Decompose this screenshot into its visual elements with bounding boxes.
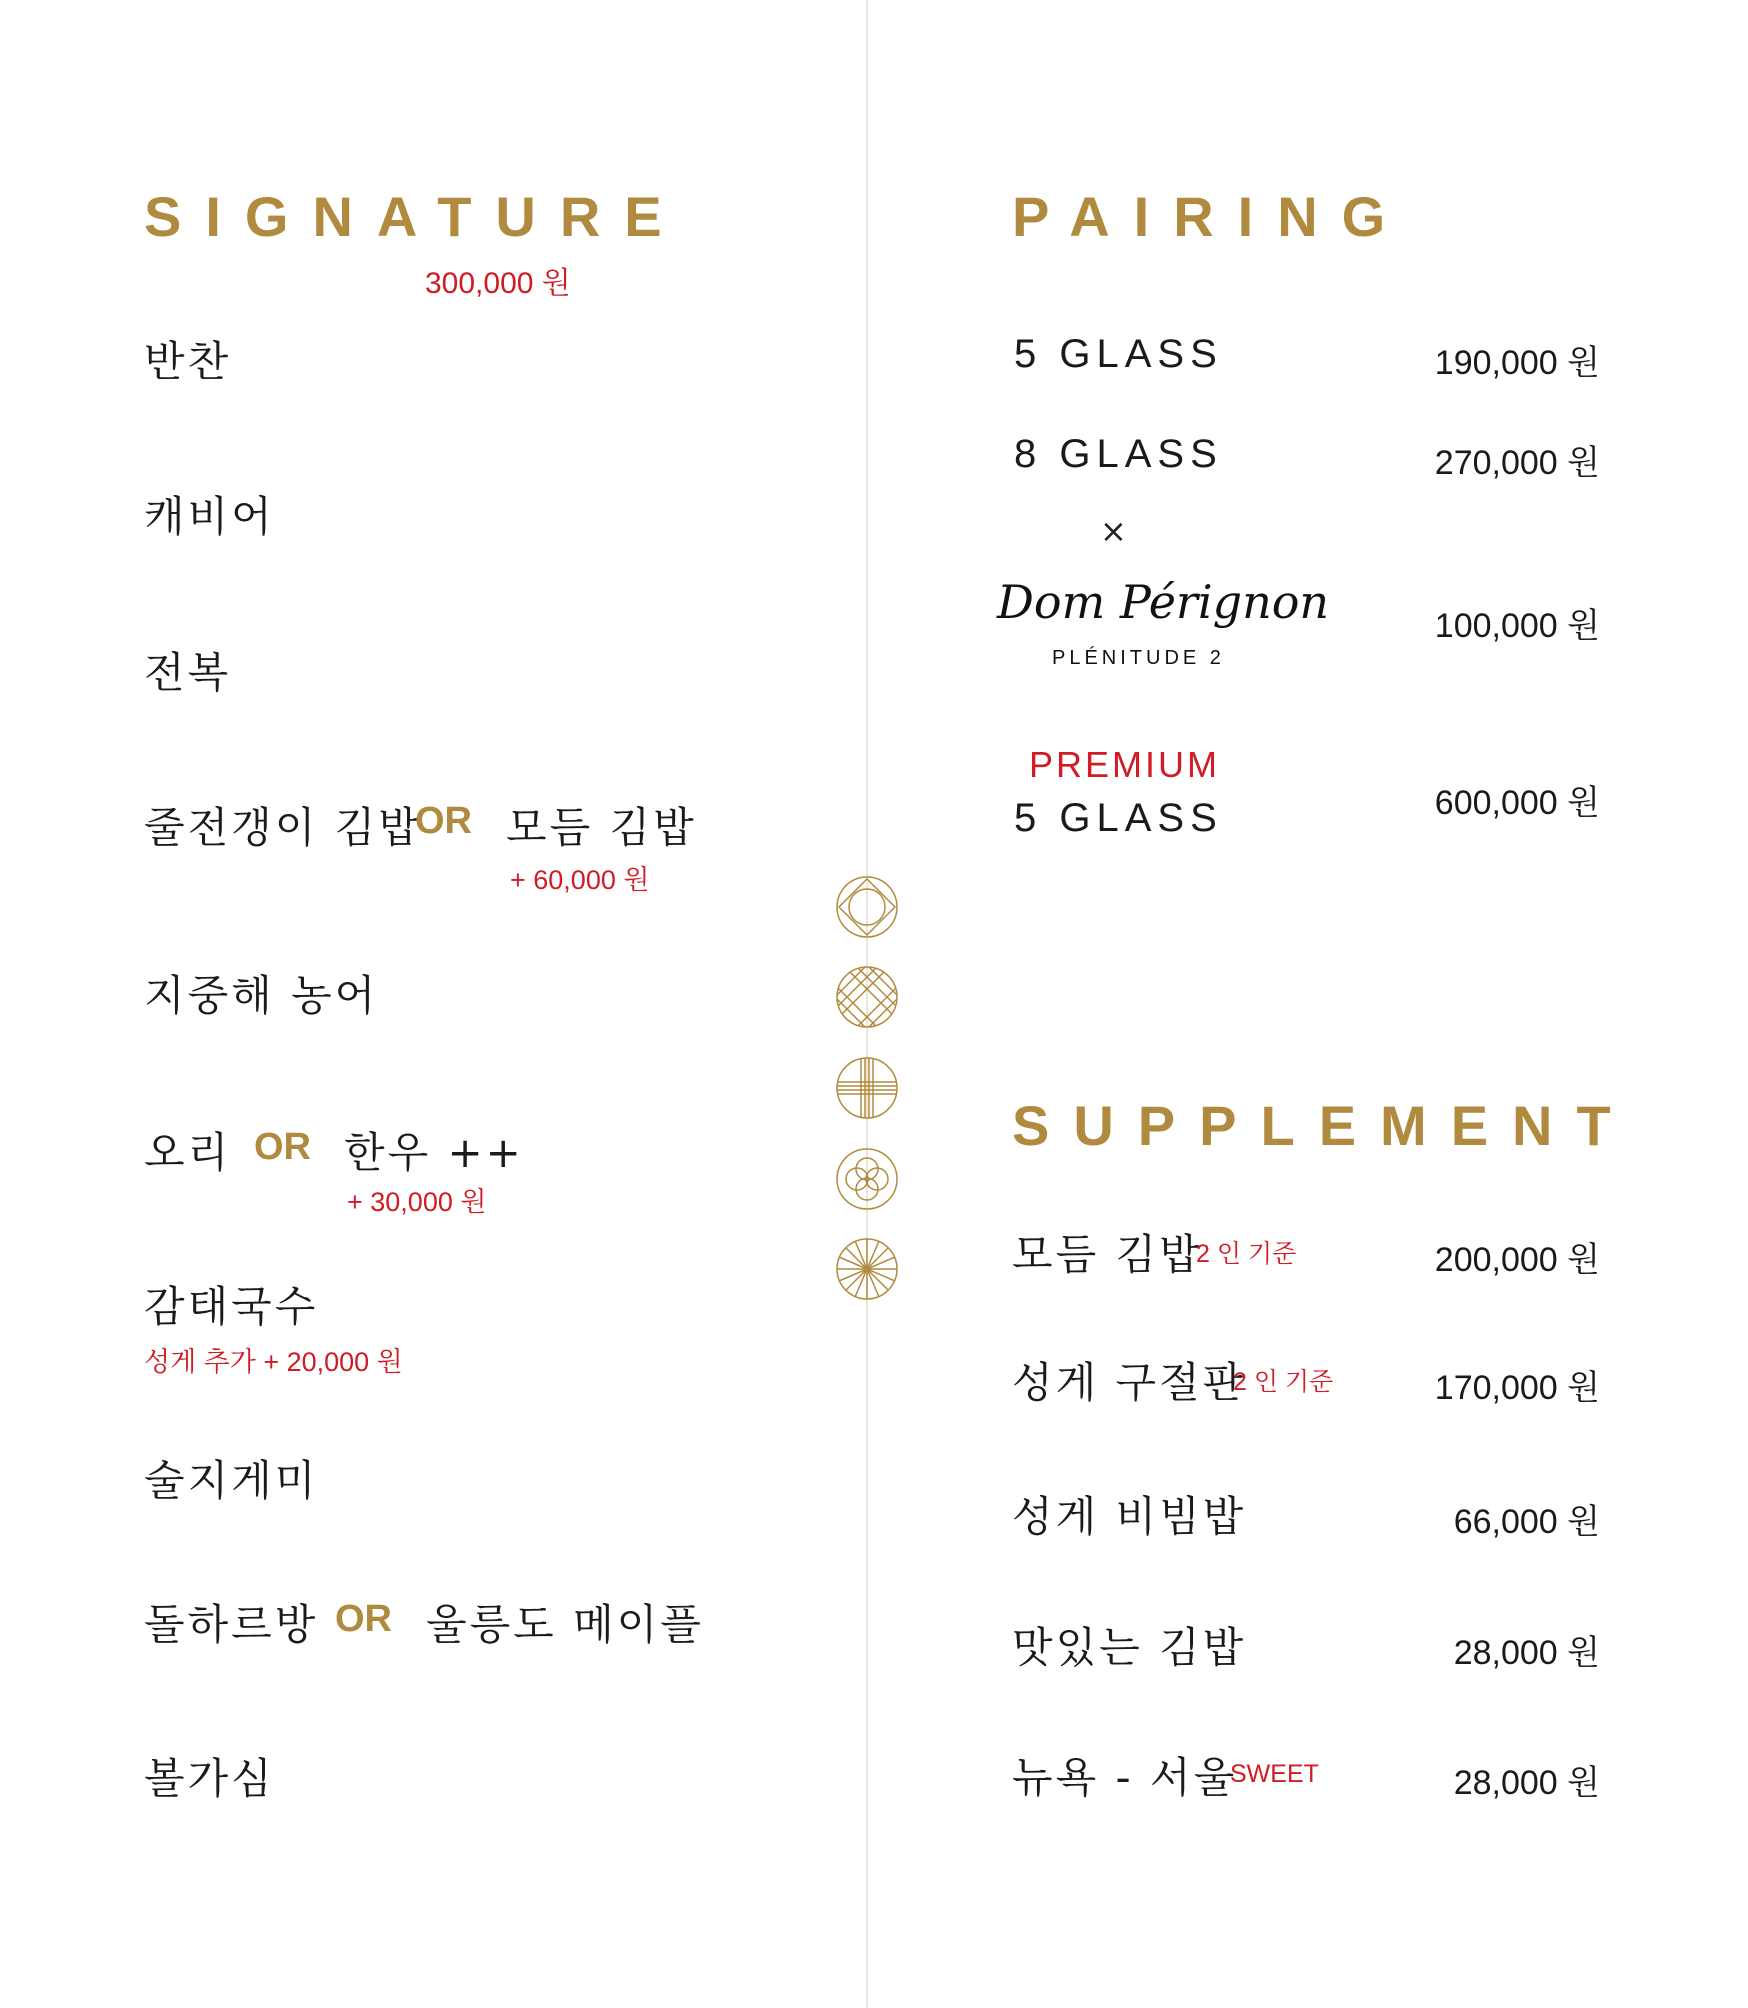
signature-price: 300,000 원 <box>425 267 571 300</box>
supplement-item-price: 170,000 원 <box>1434 1369 1600 1407</box>
or-label: OR <box>254 1126 311 1168</box>
supplement-item-price: 28,000 원 <box>1453 1764 1600 1802</box>
dom-perignon-subtitle: PLÉNITUDE 2 <box>1052 647 1225 669</box>
supplement-item-name: 맛있는 김밥 <box>1012 1623 1247 1672</box>
or-label: OR <box>335 1598 392 1640</box>
supplement-item-name: 뉴욕 - 서울 <box>1012 1753 1238 1802</box>
menu-item-gimbap-a: 줄전갱이 김밥 <box>144 803 422 852</box>
supplement-item-name: 성게 비빔밥 <box>1012 1492 1247 1541</box>
menu-item-dessert-a: 돌하르방 <box>144 1600 319 1649</box>
pairing-five-glass-price: 190,000 원 <box>1434 344 1600 382</box>
pairing-premium-price: 600,000 원 <box>1434 784 1600 822</box>
supplement-item-name: 성게 구절판 <box>1012 1358 1247 1407</box>
menu-item-banchan: 반찬 <box>144 337 232 386</box>
supplement-item-tag: 2 인 기준 <box>1196 1240 1297 1268</box>
supplement-item-tag: 2 인 기준 <box>1233 1368 1334 1396</box>
supplement-heading: SUPPLEMENT <box>1012 1094 1635 1157</box>
flower-emblem <box>835 1147 899 1211</box>
circle-diamond-emblem <box>835 875 899 939</box>
pairing-five-glass: 5 GLASS <box>1014 332 1223 376</box>
dom-perignon-logo: Dom Pérignon <box>997 575 1330 629</box>
grid-emblem <box>835 1056 899 1120</box>
menu-item-dessert-b: 울릉도 메이플 <box>426 1600 704 1649</box>
supplement-item-price: 200,000 원 <box>1434 1241 1600 1279</box>
cross-icon: × <box>1100 512 1127 550</box>
supplement-item-price: 28,000 원 <box>1453 1634 1600 1672</box>
supplement-item-price: 66,000 원 <box>1453 1503 1600 1541</box>
gimbap-extra-price: + 60,000 원 <box>510 865 650 895</box>
menu-item-fish: 지중해 농어 <box>144 971 379 1020</box>
menu-item-hanwoo: 한우 ++ <box>344 1128 524 1177</box>
premium-label: PREMIUM <box>1029 744 1220 785</box>
menu-item-abalone: 전복 <box>144 648 232 697</box>
star-emblem <box>835 1237 899 1301</box>
menu-item-noodle: 감태국수 <box>144 1282 319 1331</box>
menu-item-duck: 오리 <box>144 1128 232 1177</box>
pairing-eight-glass-price: 270,000 원 <box>1434 444 1600 482</box>
pairing-premium-glass: 5 GLASS <box>1014 796 1223 840</box>
hanwoo-extra-price: + 30,000 원 <box>347 1187 487 1217</box>
or-label: OR <box>415 800 472 842</box>
supplement-item-name: 모듬 김밥 <box>1012 1230 1203 1279</box>
pairing-eight-glass: 8 GLASS <box>1014 432 1223 476</box>
menu-item-suljigemi: 술지게미 <box>144 1456 319 1505</box>
lattice-emblem <box>835 965 899 1029</box>
supplement-item-tag: SWEET <box>1230 1760 1319 1788</box>
menu-item-bolgasim: 볼가심 <box>144 1754 275 1803</box>
pairing-heading: PAIRING <box>1012 185 1410 248</box>
menu-item-gimbap-b: 모듬 김밥 <box>506 803 697 852</box>
menu-item-caviar: 캐비어 <box>144 492 275 541</box>
noodle-extra-price: 성게 추가 + 20,000 원 <box>144 1347 403 1377</box>
dom-perignon-price: 100,000 원 <box>1434 607 1600 645</box>
signature-heading: SIGNATURE <box>144 185 686 248</box>
